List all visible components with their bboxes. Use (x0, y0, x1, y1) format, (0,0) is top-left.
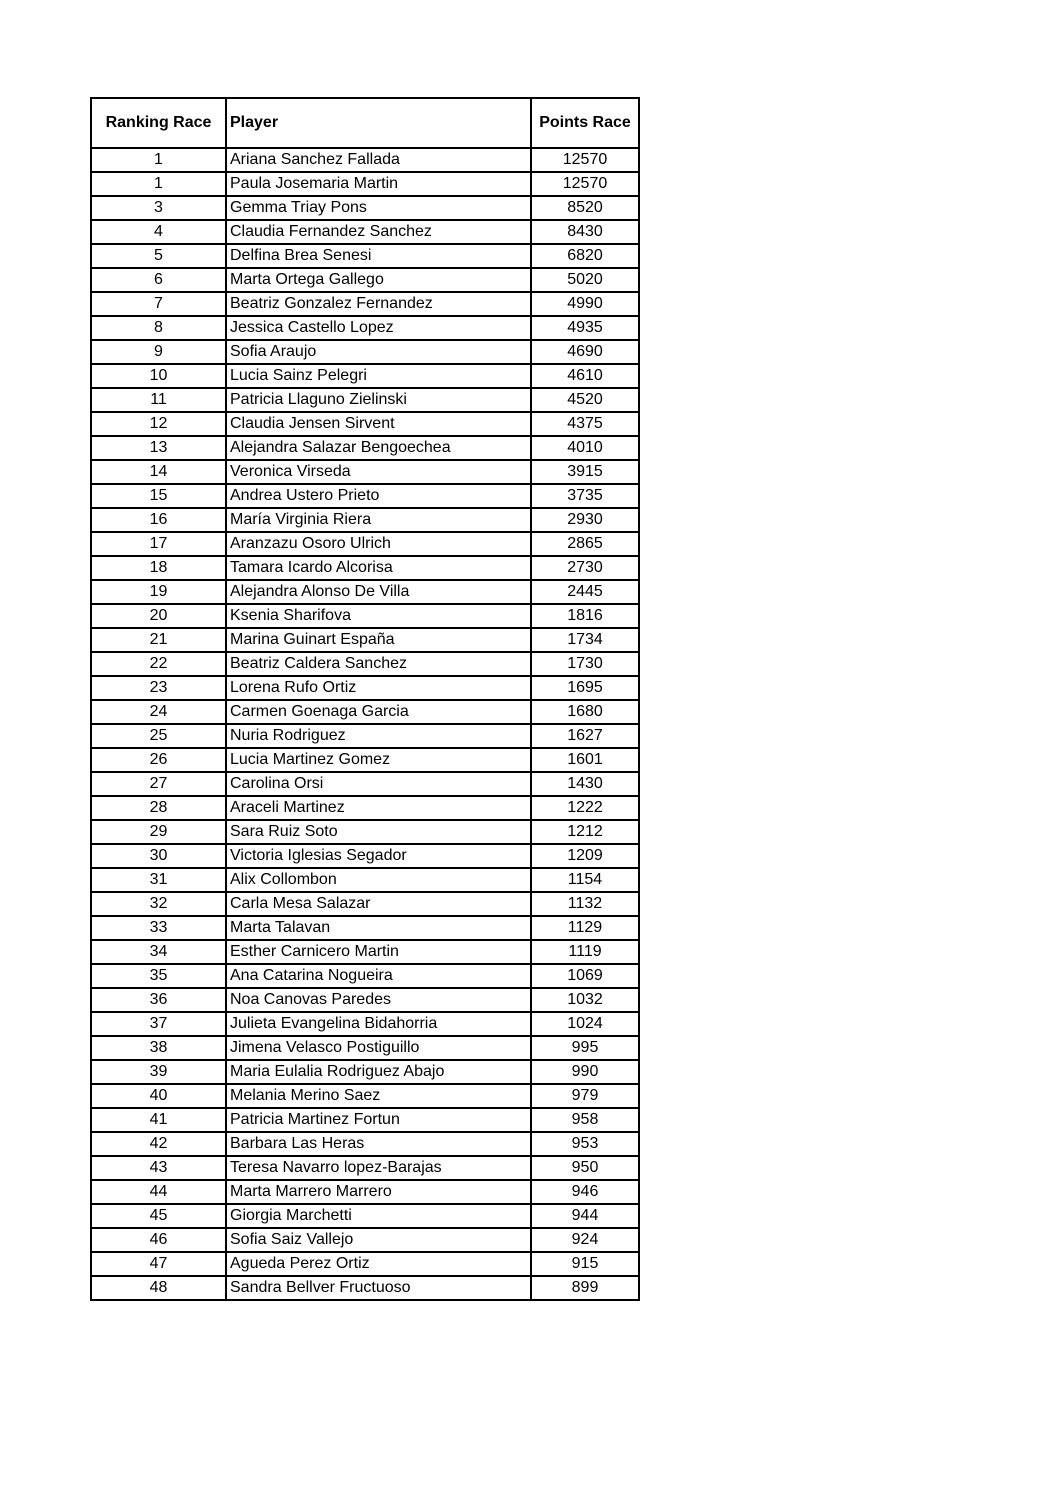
cell-rank: 4 (91, 220, 226, 244)
cell-player: Delfina Brea Senesi (226, 244, 531, 268)
cell-player: Marta Marrero Marrero (226, 1180, 531, 1204)
header-points-race: Points Race (531, 98, 639, 148)
cell-points: 1024 (531, 1012, 639, 1036)
cell-rank: 46 (91, 1228, 226, 1252)
cell-points: 8520 (531, 196, 639, 220)
cell-player: Marta Talavan (226, 916, 531, 940)
table-row (91, 340, 639, 364)
cell-rank: 45 (91, 1204, 226, 1228)
cell-rank: 15 (91, 484, 226, 508)
table-row (91, 532, 639, 556)
table-row (91, 676, 639, 700)
cell-points: 2930 (531, 508, 639, 532)
cell-player: Teresa Navarro lopez-Barajas (226, 1156, 531, 1180)
cell-points: 4520 (531, 388, 639, 412)
cell-rank: 18 (91, 556, 226, 580)
table-row (91, 1012, 639, 1036)
cell-rank: 25 (91, 724, 226, 748)
cell-player: Jessica Castello Lopez (226, 316, 531, 340)
cell-rank: 32 (91, 892, 226, 916)
table-row (91, 1060, 639, 1084)
cell-rank: 10 (91, 364, 226, 388)
table-row (91, 1180, 639, 1204)
cell-rank: 11 (91, 388, 226, 412)
cell-points: 950 (531, 1156, 639, 1180)
cell-points: 1129 (531, 916, 639, 940)
cell-points: 4935 (531, 316, 639, 340)
cell-rank: 1 (91, 148, 226, 172)
table-row (91, 940, 639, 964)
cell-points: 2730 (531, 556, 639, 580)
cell-rank: 23 (91, 676, 226, 700)
cell-points: 1119 (531, 940, 639, 964)
table-row (91, 244, 639, 268)
table-row (91, 1036, 639, 1060)
cell-player: Aranzazu Osoro Ulrich (226, 532, 531, 556)
cell-points: 6820 (531, 244, 639, 268)
cell-player: Ana Catarina Nogueira (226, 964, 531, 988)
cell-player: Sofia Araujo (226, 340, 531, 364)
cell-points: 899 (531, 1276, 639, 1300)
cell-rank: 12 (91, 412, 226, 436)
cell-player: Giorgia Marchetti (226, 1204, 531, 1228)
cell-player: Esther Carnicero Martin (226, 940, 531, 964)
table-row (91, 820, 639, 844)
cell-player: Noa Canovas Paredes (226, 988, 531, 1012)
cell-points: 1132 (531, 892, 639, 916)
cell-rank: 22 (91, 652, 226, 676)
cell-points: 1209 (531, 844, 639, 868)
cell-points: 1154 (531, 868, 639, 892)
table-row (91, 292, 639, 316)
cell-points: 979 (531, 1084, 639, 1108)
cell-player: Carmen Goenaga Garcia (226, 700, 531, 724)
table-row (91, 388, 639, 412)
cell-player: Alix Collombon (226, 868, 531, 892)
table-row (91, 484, 639, 508)
cell-points: 1032 (531, 988, 639, 1012)
table-row (91, 508, 639, 532)
table-row (91, 1156, 639, 1180)
cell-points: 1734 (531, 628, 639, 652)
cell-points: 4690 (531, 340, 639, 364)
cell-rank: 37 (91, 1012, 226, 1036)
table-row (91, 412, 639, 436)
cell-points: 924 (531, 1228, 639, 1252)
cell-player: Araceli Martinez (226, 796, 531, 820)
cell-player: Marta Ortega Gallego (226, 268, 531, 292)
cell-player: Beatriz Gonzalez Fernandez (226, 292, 531, 316)
cell-player: Beatriz Caldera Sanchez (226, 652, 531, 676)
table-header-row (91, 98, 639, 148)
cell-points: 946 (531, 1180, 639, 1204)
cell-player: Sandra Bellver Fructuoso (226, 1276, 531, 1300)
table-row (91, 1276, 639, 1300)
cell-rank: 9 (91, 340, 226, 364)
table-row (91, 652, 639, 676)
table-row (91, 148, 639, 172)
cell-rank: 8 (91, 316, 226, 340)
cell-player: Patricia Martinez Fortun (226, 1108, 531, 1132)
cell-player: Gemma Triay Pons (226, 196, 531, 220)
cell-points: 915 (531, 1252, 639, 1276)
cell-player: Claudia Fernandez Sanchez (226, 220, 531, 244)
cell-points: 3915 (531, 460, 639, 484)
cell-rank: 39 (91, 1060, 226, 1084)
cell-rank: 5 (91, 244, 226, 268)
cell-points: 4610 (531, 364, 639, 388)
cell-player: Tamara Icardo Alcorisa (226, 556, 531, 580)
table-row (91, 364, 639, 388)
table-row (91, 220, 639, 244)
table-row (91, 172, 639, 196)
cell-points: 4990 (531, 292, 639, 316)
cell-player: Alejandra Salazar Bengoechea (226, 436, 531, 460)
cell-rank: 29 (91, 820, 226, 844)
cell-rank: 42 (91, 1132, 226, 1156)
cell-points: 2445 (531, 580, 639, 604)
cell-player: Maria Eulalia Rodriguez Abajo (226, 1060, 531, 1084)
table-row (91, 460, 639, 484)
table-row (91, 436, 639, 460)
cell-rank: 13 (91, 436, 226, 460)
cell-rank: 21 (91, 628, 226, 652)
table-row (91, 580, 639, 604)
table-row (91, 196, 639, 220)
cell-points: 1212 (531, 820, 639, 844)
cell-points: 953 (531, 1132, 639, 1156)
cell-rank: 16 (91, 508, 226, 532)
table-row (91, 748, 639, 772)
cell-rank: 33 (91, 916, 226, 940)
cell-player: Marina Guinart España (226, 628, 531, 652)
cell-points: 1695 (531, 676, 639, 700)
cell-player: Alejandra Alonso De Villa (226, 580, 531, 604)
cell-rank: 19 (91, 580, 226, 604)
cell-rank: 7 (91, 292, 226, 316)
cell-player: Paula Josemaria Martin (226, 172, 531, 196)
table-row (91, 268, 639, 292)
cell-player: Lorena Rufo Ortiz (226, 676, 531, 700)
cell-player: Agueda Perez Ortiz (226, 1252, 531, 1276)
table-row (91, 316, 639, 340)
cell-rank: 40 (91, 1084, 226, 1108)
table-row (91, 916, 639, 940)
cell-player: Jimena Velasco Postiguillo (226, 1036, 531, 1060)
cell-player: Barbara Las Heras (226, 1132, 531, 1156)
cell-rank: 47 (91, 1252, 226, 1276)
table-row (91, 868, 639, 892)
cell-rank: 34 (91, 940, 226, 964)
table-row (91, 700, 639, 724)
cell-points: 4375 (531, 412, 639, 436)
table-row (91, 892, 639, 916)
table-row (91, 628, 639, 652)
cell-points: 1222 (531, 796, 639, 820)
cell-player: Melania Merino Saez (226, 1084, 531, 1108)
cell-rank: 31 (91, 868, 226, 892)
cell-rank: 28 (91, 796, 226, 820)
table-row (91, 556, 639, 580)
cell-rank: 3 (91, 196, 226, 220)
table-row (91, 1108, 639, 1132)
cell-player: Nuria Rodriguez (226, 724, 531, 748)
table-row (91, 1252, 639, 1276)
cell-player: Carla Mesa Salazar (226, 892, 531, 916)
cell-points: 1069 (531, 964, 639, 988)
cell-rank: 20 (91, 604, 226, 628)
table-row (91, 1132, 639, 1156)
cell-rank: 48 (91, 1276, 226, 1300)
table-body (91, 148, 639, 1300)
cell-points: 1816 (531, 604, 639, 628)
cell-points: 1627 (531, 724, 639, 748)
cell-rank: 14 (91, 460, 226, 484)
cell-points: 5020 (531, 268, 639, 292)
table-row (91, 988, 639, 1012)
cell-rank: 26 (91, 748, 226, 772)
table-row (91, 604, 639, 628)
cell-points: 3735 (531, 484, 639, 508)
cell-player: Veronica Virseda (226, 460, 531, 484)
table-row (91, 724, 639, 748)
ranking-table (90, 97, 640, 1301)
cell-player: Sofia Saiz Vallejo (226, 1228, 531, 1252)
cell-rank: 43 (91, 1156, 226, 1180)
cell-points: 1430 (531, 772, 639, 796)
cell-rank: 41 (91, 1108, 226, 1132)
header-ranking-race: Ranking Race (91, 98, 226, 148)
cell-rank: 38 (91, 1036, 226, 1060)
cell-player: Claudia Jensen Sirvent (226, 412, 531, 436)
cell-player: Ariana Sanchez Fallada (226, 148, 531, 172)
table-row (91, 964, 639, 988)
cell-rank: 6 (91, 268, 226, 292)
cell-player: Sara Ruiz Soto (226, 820, 531, 844)
cell-rank: 17 (91, 532, 226, 556)
cell-points: 1730 (531, 652, 639, 676)
cell-points: 944 (531, 1204, 639, 1228)
cell-player: María Virginia Riera (226, 508, 531, 532)
cell-points: 12570 (531, 148, 639, 172)
cell-rank: 30 (91, 844, 226, 868)
table-row (91, 1204, 639, 1228)
cell-player: Lucia Sainz Pelegri (226, 364, 531, 388)
cell-points: 990 (531, 1060, 639, 1084)
cell-rank: 24 (91, 700, 226, 724)
table-row (91, 1228, 639, 1252)
cell-points: 8430 (531, 220, 639, 244)
cell-player: Carolina Orsi (226, 772, 531, 796)
table-row (91, 796, 639, 820)
cell-player: Patricia Llaguno Zielinski (226, 388, 531, 412)
cell-points: 1601 (531, 748, 639, 772)
cell-rank: 35 (91, 964, 226, 988)
table-row (91, 772, 639, 796)
header-player: Player (226, 98, 531, 148)
cell-rank: 36 (91, 988, 226, 1012)
cell-points: 4010 (531, 436, 639, 460)
table-row (91, 1084, 639, 1108)
cell-player: Andrea Ustero Prieto (226, 484, 531, 508)
cell-points: 2865 (531, 532, 639, 556)
cell-points: 1680 (531, 700, 639, 724)
cell-rank: 44 (91, 1180, 226, 1204)
table-row (91, 844, 639, 868)
cell-points: 12570 (531, 172, 639, 196)
cell-player: Victoria Iglesias Segador (226, 844, 531, 868)
cell-points: 995 (531, 1036, 639, 1060)
cell-points: 958 (531, 1108, 639, 1132)
cell-player: Ksenia Sharifova (226, 604, 531, 628)
cell-player: Julieta Evangelina Bidahorria (226, 1012, 531, 1036)
cell-player: Lucia Martinez Gomez (226, 748, 531, 772)
cell-rank: 27 (91, 772, 226, 796)
cell-rank: 1 (91, 172, 226, 196)
